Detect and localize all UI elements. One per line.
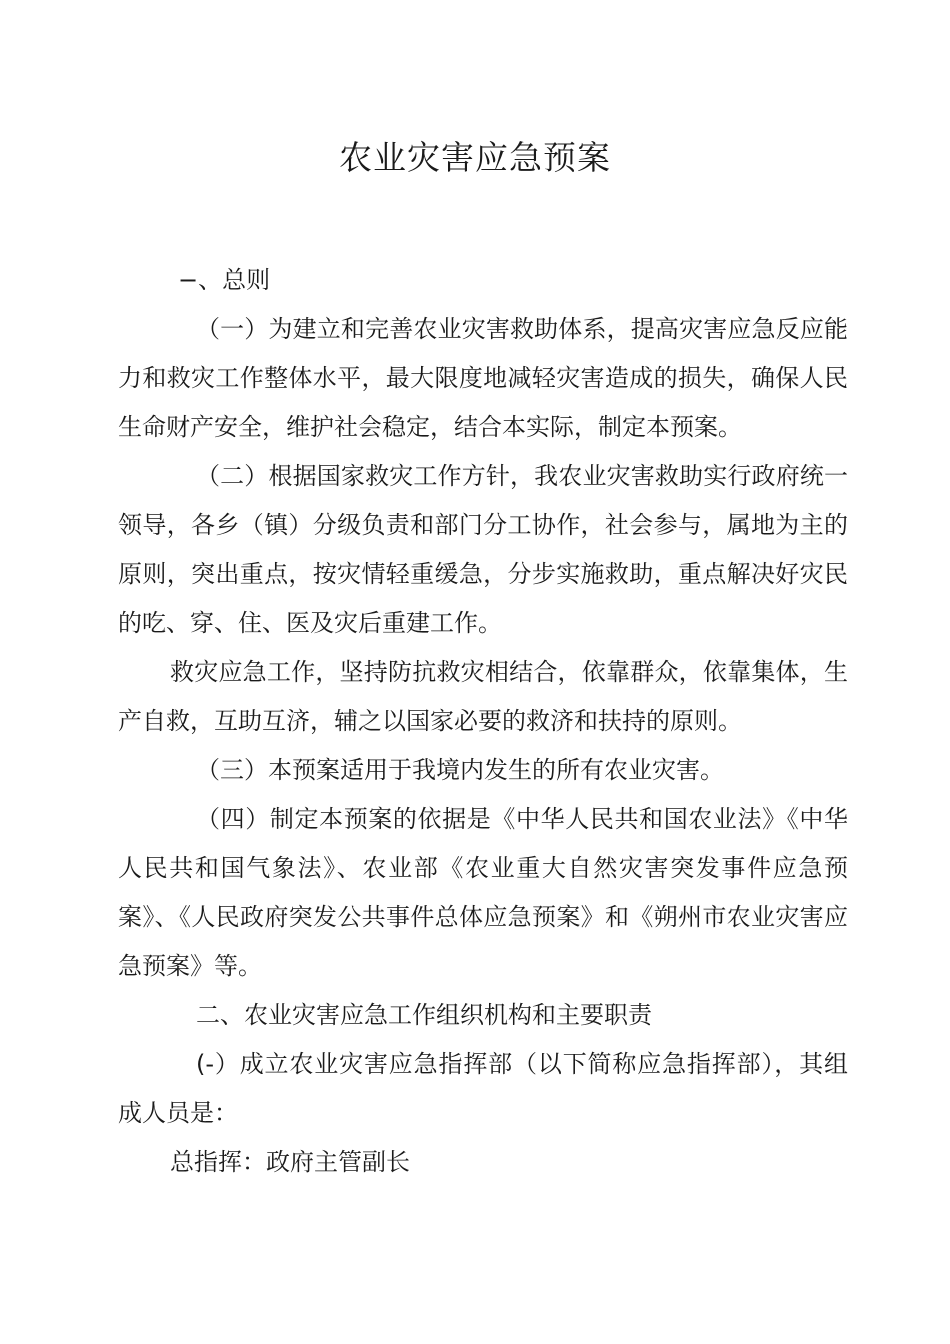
paragraph-6: (-）成立农业灾害应急指挥部（以下简称应急指挥部），其组成人员是： [118,1050,848,1127]
paragraph-1: （一）为建立和完善农业灾害救助体系，提高灾害应急反应能力和救灾工作整体水平，最大限度地减轻灾害造成的损失，确保人民生命财产安全，维护社会稳定，结合本实际，制定本预案。 [118,315,848,441]
paragraph-2: （二）根据国家救灾工作方针，我农业灾害救助实行政府统一领导，各乡（镇）分级负责和部门分工协作，社会参与，属地为主的原则，突出重点，按灾情轻重缓急，分步实施救助，重点解决好灾民的吃、穿、住、医及灾后重建工作。 [118,462,848,637]
section-heading-general: −、总则 [178,266,271,294]
paragraph-3: 救灾应急工作，坚持防抗救灾相结合，依靠群众，依靠集体，生产自救，互助互济，辅之以国家必要的救济和扶持的原则。 [118,658,848,735]
paragraph-5: （四）制定本预案的依据是《中华人民共和国农业法》《中华人民共和国气象法》、农业部《农业重大自然灾害突发事件应急预案》、《人民政府突发公共事件总体应急预案》和《朔州市农业灾害应急预案》等。 [118,805,848,980]
paragraph-7: 总指挥：政府主管副长 [170,1148,410,1176]
section-heading-organization: 二、农业灾害应急工作组织机构和主要职责 [196,1001,652,1029]
body-text [118,305,848,1187]
document-title: 农业灾害应急预案 [339,138,611,177]
paragraph-4: （三）本预案适用于我境内发生的所有农业灾害。 [196,756,724,784]
